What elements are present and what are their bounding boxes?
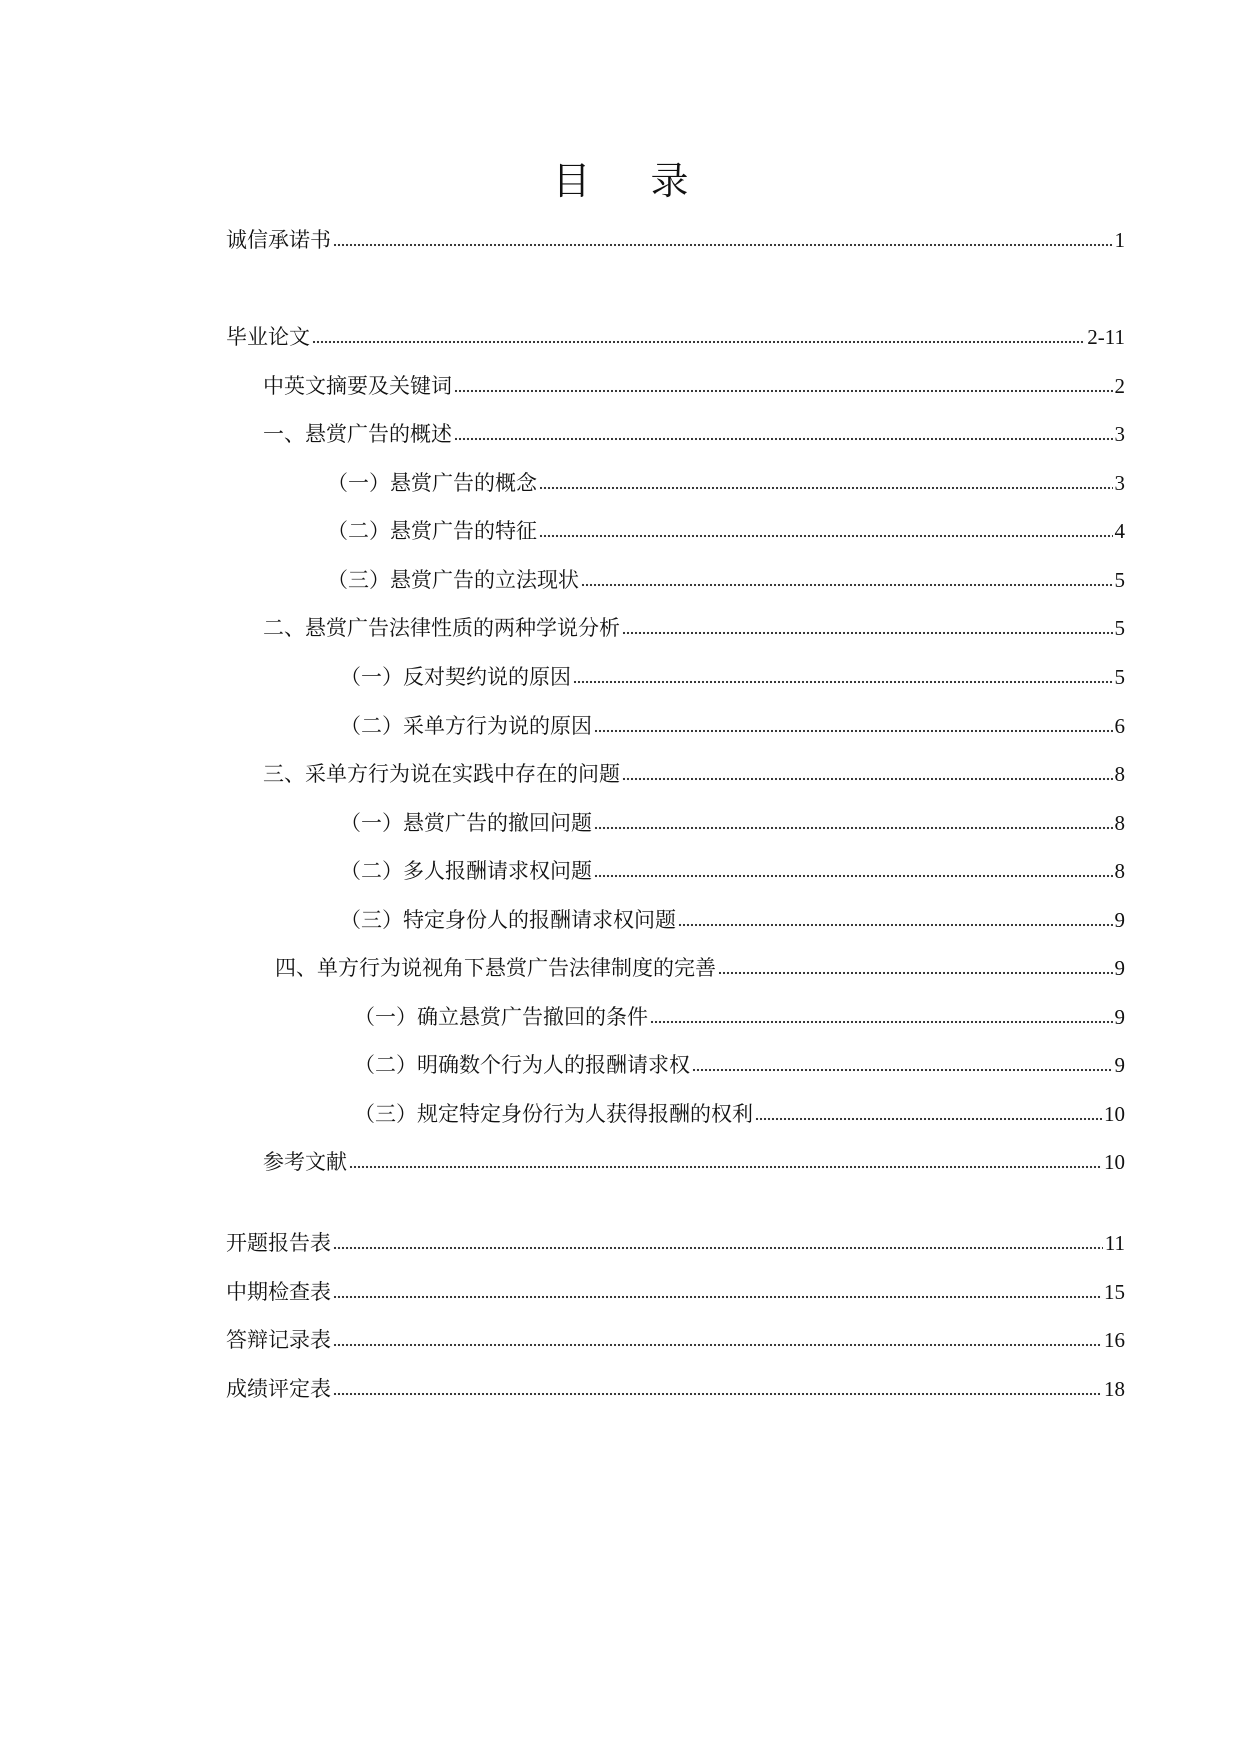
toc-entry-section-1-3[interactable]	[327, 565, 1125, 595]
toc-page-number: 18	[1104, 1377, 1125, 1401]
toc-entry-proposal-form[interactable]	[226, 1228, 1125, 1258]
toc-entry-label: （一）悬赏广告的概念	[327, 471, 537, 495]
toc-entry-chapter-4[interactable]	[275, 953, 1125, 983]
toc-entry-section-3-1[interactable]	[340, 808, 1125, 838]
toc-entry-midterm-form[interactable]	[226, 1277, 1125, 1307]
toc-page-number: 15	[1104, 1280, 1125, 1304]
toc-entry-defense-record[interactable]	[226, 1325, 1125, 1355]
toc-dot-leader	[333, 1391, 1102, 1397]
toc-dot-leader	[333, 1294, 1102, 1300]
toc-page-number: 4	[1114, 519, 1125, 543]
toc-dot-leader	[581, 582, 1113, 588]
toc-dot-leader	[573, 679, 1113, 685]
toc-entry-label: 诚信承诺书	[226, 228, 331, 252]
toc-entry-chapter-3[interactable]	[263, 759, 1125, 789]
toc-page-number: 8	[1114, 811, 1125, 835]
toc-entry-label: 开题报告表	[226, 1231, 331, 1255]
toc-entry-label: （二）多人报酬请求权问题	[340, 859, 592, 883]
toc-page-number: 6	[1114, 714, 1125, 738]
toc-entry-label: （一）反对契约说的原因	[340, 665, 571, 689]
toc-entry-section-2-2[interactable]	[340, 711, 1125, 741]
toc-dot-leader	[650, 1019, 1113, 1025]
toc-page-number: 2-11	[1087, 325, 1125, 349]
toc-entry-section-1-2[interactable]	[327, 516, 1125, 546]
toc-page-number: 3	[1114, 471, 1125, 495]
toc-entry-section-2-1[interactable]	[340, 662, 1125, 692]
toc-page-number: 9	[1114, 1053, 1125, 1077]
toc-page-number: 3	[1114, 422, 1125, 446]
toc-page-number: 5	[1114, 665, 1125, 689]
toc-entry-honesty-pledge[interactable]	[226, 225, 1125, 255]
toc-dot-leader	[454, 436, 1113, 442]
toc-entry-label: （三）特定身份人的报酬请求权问题	[340, 908, 676, 932]
toc-entry-section-4-3[interactable]	[354, 1099, 1125, 1129]
toc-entry-section-4-1[interactable]	[354, 1002, 1125, 1032]
toc-entry-label: 成绩评定表	[226, 1377, 331, 1401]
toc-dot-leader	[678, 922, 1113, 928]
toc-page-number: 11	[1104, 1231, 1125, 1255]
toc-entry-grade-form[interactable]	[226, 1374, 1125, 1404]
toc-page-number: 2	[1114, 374, 1125, 398]
toc-entry-label: 毕业论文	[226, 325, 310, 349]
toc-entry-label: （二）采单方行为说的原因	[340, 714, 592, 738]
toc-entry-label: （三）悬赏广告的立法现状	[327, 568, 579, 592]
toc-entry-references[interactable]	[263, 1147, 1125, 1177]
toc-page-number: 16	[1104, 1328, 1125, 1352]
toc-dot-leader	[454, 388, 1113, 394]
toc-dot-leader	[622, 776, 1113, 782]
toc-entry-label: （一）悬赏广告的撤回问题	[340, 811, 592, 835]
toc-dot-leader	[539, 533, 1113, 539]
toc-entry-label: 中期检查表	[226, 1280, 331, 1304]
toc-page-number: 5	[1114, 616, 1125, 640]
page-title: 目 录	[552, 159, 713, 203]
toc-entry-label: 中英文摘要及关键词	[263, 374, 452, 398]
toc-entry-label: （三）规定特定身份行为人获得报酬的权利	[354, 1102, 753, 1126]
toc-page-number: 9	[1114, 1005, 1125, 1029]
toc-page-number: 5	[1114, 568, 1125, 592]
toc-entry-section-3-3[interactable]	[340, 905, 1125, 935]
toc-entry-label: 参考文献	[263, 1150, 347, 1174]
toc-dot-leader	[333, 1342, 1102, 1348]
toc-dot-leader	[312, 339, 1085, 345]
toc-page-number: 10	[1104, 1150, 1125, 1174]
toc-dot-leader	[594, 825, 1113, 831]
toc-dot-leader	[594, 728, 1113, 734]
toc-page-number: 8	[1114, 859, 1125, 883]
toc-entry-chapter-1[interactable]	[263, 419, 1125, 449]
toc-dot-leader	[333, 242, 1113, 248]
toc-dot-leader	[349, 1164, 1102, 1170]
toc-dot-leader	[692, 1067, 1113, 1073]
toc-entry-label: 一、悬赏广告的概述	[263, 422, 452, 446]
toc-entry-label: 三、采单方行为说在实践中存在的问题	[263, 762, 620, 786]
toc-entry-abstract[interactable]	[263, 371, 1125, 401]
toc-dot-leader	[594, 873, 1113, 879]
toc-dot-leader	[755, 1116, 1102, 1122]
toc-dot-leader	[622, 630, 1113, 636]
toc-entry-section-1-1[interactable]	[327, 468, 1125, 498]
toc-page-number: 9	[1114, 908, 1125, 932]
toc-dot-leader	[539, 485, 1113, 491]
toc-entry-label: 答辩记录表	[226, 1328, 331, 1352]
toc-dot-leader	[718, 970, 1113, 976]
toc-page-number: 9	[1114, 956, 1125, 980]
toc-entry-chapter-2[interactable]	[263, 613, 1125, 643]
toc-entry-thesis[interactable]	[226, 322, 1125, 352]
toc-entry-section-3-2[interactable]	[340, 856, 1125, 886]
toc-entry-label: 二、悬赏广告法律性质的两种学说分析	[263, 616, 620, 640]
toc-page-number: 8	[1114, 762, 1125, 786]
toc-page-number: 1	[1114, 228, 1125, 252]
toc-entry-label: （二）悬赏广告的特征	[327, 519, 537, 543]
toc-entry-label: 四、单方行为说视角下悬赏广告法律制度的完善	[275, 956, 716, 980]
toc-dot-leader	[333, 1245, 1103, 1251]
toc-entry-label: （二）明确数个行为人的报酬请求权	[354, 1053, 690, 1077]
toc-entry-section-4-2[interactable]	[354, 1050, 1125, 1080]
toc-page-number: 10	[1104, 1102, 1125, 1126]
toc-entry-label: （一）确立悬赏广告撤回的条件	[354, 1005, 648, 1029]
